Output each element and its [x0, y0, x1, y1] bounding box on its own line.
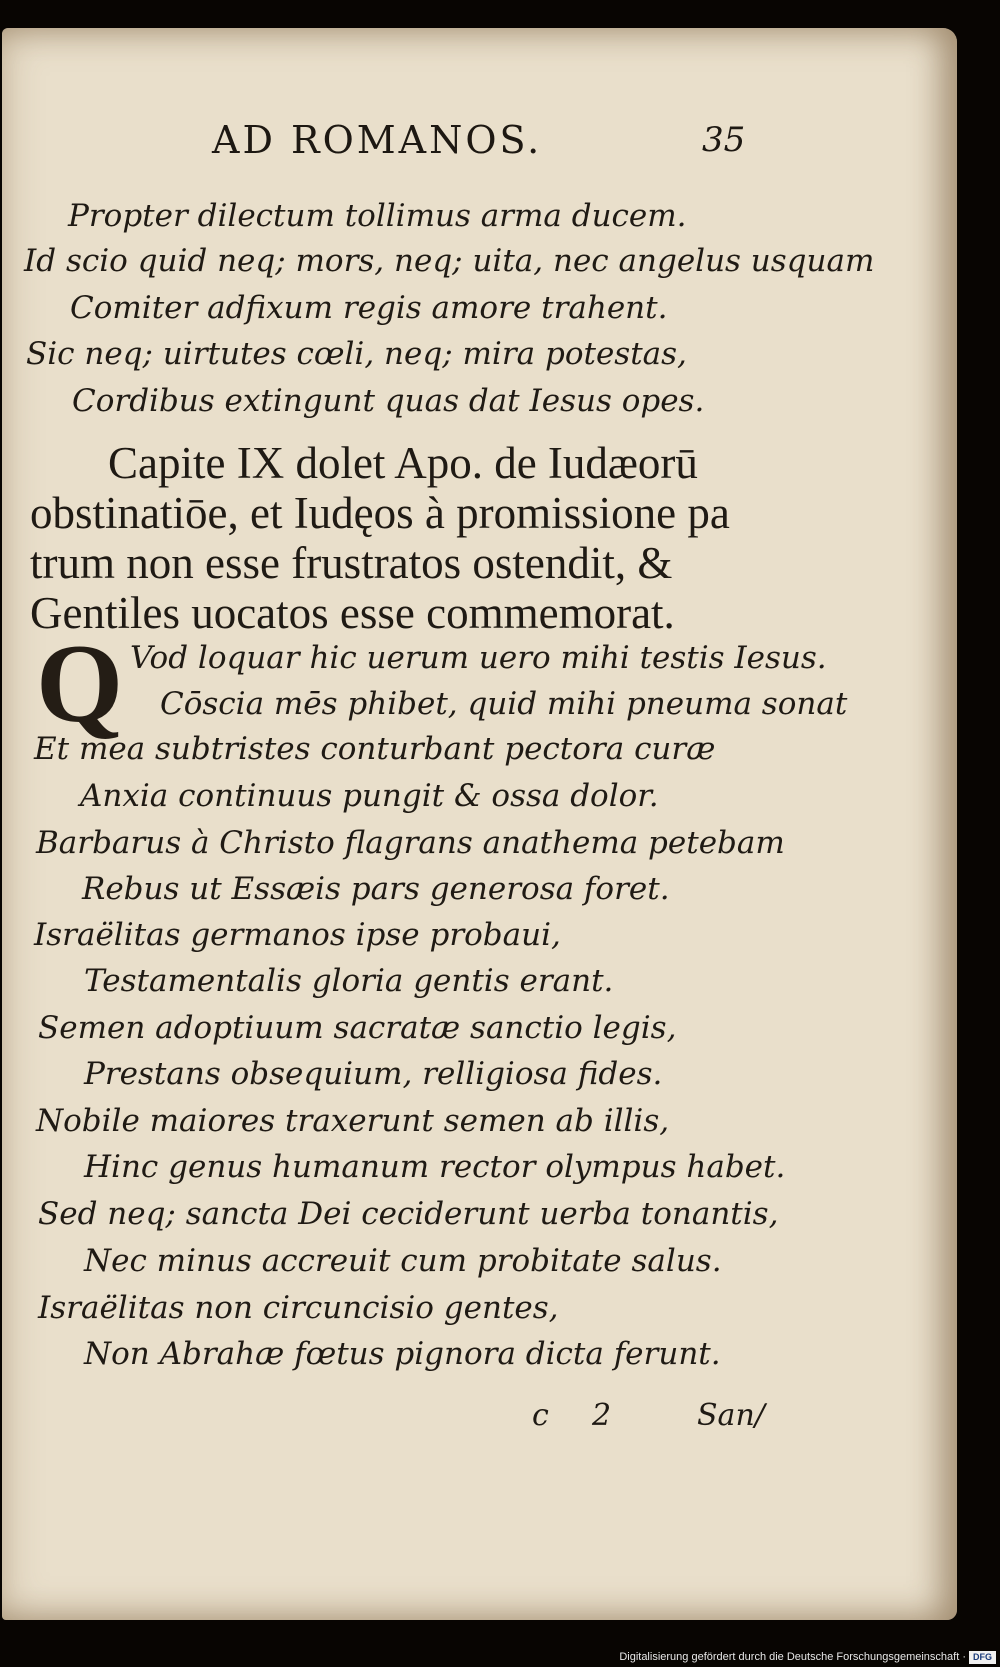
verse-line: Et mea subtristes conturbant pectora curæ: [34, 731, 716, 767]
verse-line: Testamentalis gloria gentis erant.: [84, 963, 614, 999]
page-number: 35: [702, 120, 746, 160]
verse-line: Comiter adfixum regis amore trahent.: [70, 290, 668, 326]
verse-line: Semen adoptiuum sacratæ sanctio legis,: [38, 1010, 677, 1046]
verse-line: Hinc genus humanum rector olympus habet.: [84, 1149, 786, 1185]
verse-line: Propter dilectum tollimus arma ducem.: [68, 198, 687, 234]
verse-line: Sed neq; sancta Dei ceciderunt uerba tonantis,: [38, 1196, 779, 1232]
verse-line: Cōscia mēs phibet, quid mihi pneuma sonat: [160, 686, 848, 722]
chapter-heading: [30, 438, 750, 638]
signature-letter: c: [532, 1398, 549, 1433]
heading-line: obstinatiōe, et Iudęos à promissione pa: [30, 488, 730, 538]
verse-line: Nobile maiores traxerunt semen ab illis,: [36, 1103, 670, 1139]
signature-number: 2: [592, 1398, 612, 1433]
digitization-credit: Digitalisierung gefördert durch die Deutsche Forschungsgemeinschaft ·: [619, 1651, 966, 1663]
verse-line: Prestans obsequium, relligiosa fides.: [84, 1056, 663, 1092]
heading-line: Capite IX dolet Apo. de Iudæorū: [108, 438, 698, 488]
running-title: AD ROMANOS.: [212, 118, 543, 162]
verse-line: Nec minus accreuit cum probitate salus.: [84, 1243, 722, 1279]
heading-line: Gentiles uocatos esse commemorat.: [30, 588, 675, 638]
verse-line: Non Abrahæ fœtus pignora dicta ferunt.: [84, 1336, 721, 1372]
verse-line: Israëlitas non circuncisio gentes,: [38, 1290, 559, 1326]
dfg-logo-icon: DFG: [969, 1651, 996, 1664]
decorated-initial: Q: [36, 622, 124, 746]
verse-line: Sic neq; uirtutes cœli, neq; mira potestas,: [26, 336, 687, 372]
verse-line: Vod loquar hic uerum uero mihi testis Iesus.: [130, 640, 827, 676]
verse-line: Rebus ut Essæis pars generosa foret.: [82, 871, 670, 907]
verse-line: Israëlitas germanos ipse probaui,: [34, 917, 561, 953]
heading-line: trum non esse frustratos ostendit, &: [30, 538, 673, 588]
book-page: [2, 28, 957, 1620]
catchword: San/: [697, 1398, 765, 1433]
verse-line: Barbarus à Christo flagrans anathema petebam: [36, 825, 785, 861]
verse-line: Anxia continuus pungit & ossa dolor.: [80, 778, 659, 814]
verse-line: Cordibus extingunt quas dat Iesus opes.: [72, 383, 705, 419]
verse-line: Id scio quid neq; mors, neq; uita, nec angelus usquam: [24, 243, 875, 279]
